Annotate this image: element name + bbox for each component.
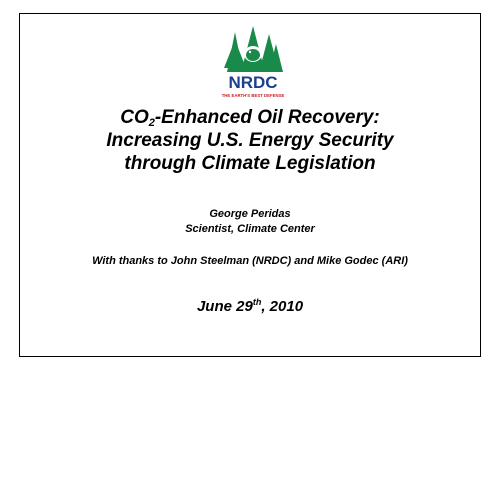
date-prefix: June 29 bbox=[196, 298, 253, 315]
nrdc-tree-logo-icon bbox=[213, 22, 293, 102]
presentation-date bbox=[20, 297, 480, 317]
date-suffix: , 2010 bbox=[261, 298, 304, 315]
title-suffix: -Enhanced Oil Recovery: bbox=[154, 107, 380, 128]
author-block bbox=[20, 207, 480, 237]
slide-title bbox=[20, 106, 480, 175]
acknowledgements: With thanks to John Steelman (NRDC) and Mike Godec (ARI) bbox=[92, 255, 408, 267]
title-line-2: Increasing U.S. Energy Security bbox=[106, 130, 394, 151]
nrdc-logo bbox=[213, 22, 293, 102]
logo-tagline: THE EARTH'S BEST DEFENSE bbox=[221, 93, 285, 98]
logo-name: NRDC bbox=[228, 73, 278, 92]
date-superscript: th bbox=[252, 297, 262, 307]
title-subscript: 2 bbox=[148, 117, 155, 129]
author-role: Scientist, Climate Center bbox=[185, 223, 315, 235]
title-co: CO bbox=[120, 107, 149, 128]
slide bbox=[19, 13, 481, 357]
title-line-3: through Climate Legislation bbox=[124, 153, 376, 174]
author-name: George Peridas bbox=[209, 208, 291, 220]
title-line-1 bbox=[20, 106, 480, 129]
